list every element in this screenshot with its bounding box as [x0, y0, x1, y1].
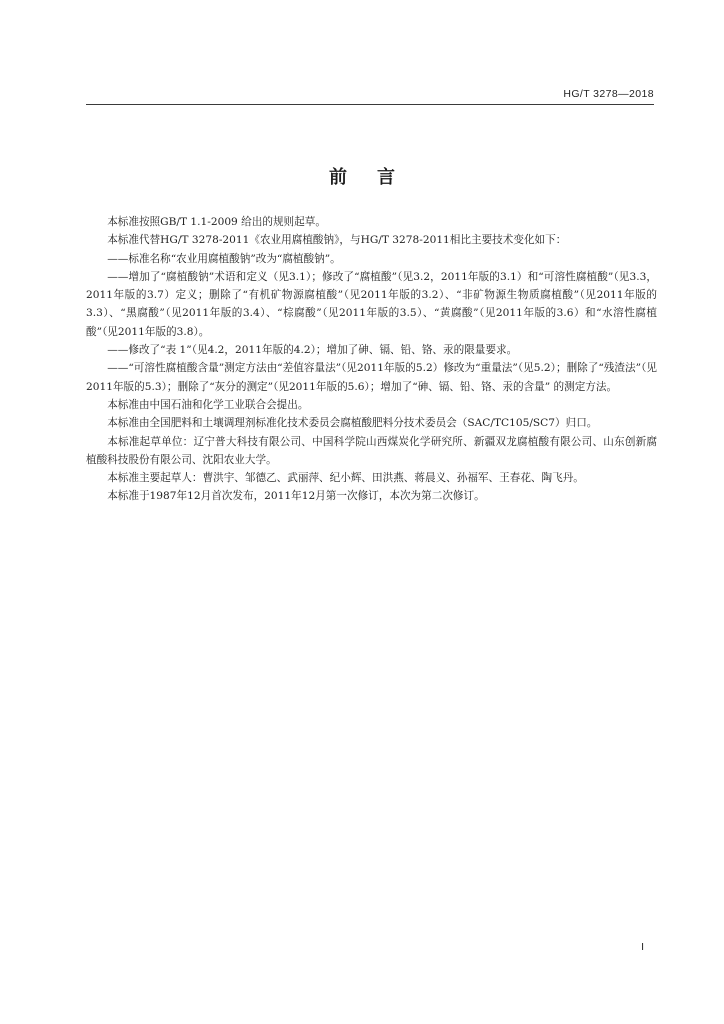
paragraph-drafting-units: 本标准起草单位：辽宁普大科技有限公司、中国科学院山西煤炭化学研究所、新疆双龙腐植酸有限公司、山东创新腐植酸科技股份有限公司、沈阳农业大学。 [86, 435, 657, 466]
paragraph-change-table: ——修改了“表 1”（见4.2，2011年版的4.2）；增加了砷、镉、铅、铬、汞的限量要求。 [107, 344, 518, 357]
paragraph-change-definitions: ——增加了“腐植酸钠”术语和定义（见3.1）；修改了“腐植酸”（见3.2，2011年版的3.1）和“可溶性腐植酸”（见3.3，2011年版的3.7）定义；删除了“有机矿物源腐植酸”（见2011年版的3.2）、“非矿物源生物质腐植酸”（见2011年版的3.3）、“黑腐酸”（见2011年版的3.4）、“棕腐酸”（见2011年版的3.5）、“黄腐酸”（见2011年版的3.6）和“水溶性腐植酸”（见2011年版的3.8）。 [86, 270, 657, 338]
foreword-body [86, 213, 657, 506]
page-number: I [641, 941, 644, 953]
standard-code: HG/T 3278—2018 [563, 88, 654, 100]
header-divider [86, 104, 654, 105]
paragraph-change-methods: ——“可溶性腐植酸含量”测定方法由“差值容量法”（见2011年版的5.2）修改为“重量法”（见5.2）；删除了“残渣法”（见2011年版的5.3）；删除了“灰分的测定”（见2011年版的5.6）；增加了“砷、镉、铅、铬、汞的含量” 的测定方法。 [86, 362, 657, 393]
paragraph-change-name: ——标准名称“农业用腐植酸钠”改为“腐植酸钠”。 [107, 252, 341, 265]
paragraph-drafting-rules: 本标准按照GB/T 1.1-2009 给出的规则起草。 [107, 216, 326, 228]
paragraph-replaces: 本标准代替HG/T 3278-2011《农业用腐植酸钠》，与HG/T 3278-2011相比主要技术变化如下： [107, 234, 567, 247]
page-title: 前言 [329, 167, 425, 188]
paragraph-proposed-by: 本标准由中国石油和化学工业联合会提出。 [107, 398, 309, 411]
paragraph-history: 本标准于1987年12月首次发布，2011年12月第一次修订，本次为第二次修订。 [107, 490, 485, 503]
paragraph-drafters: 本标准主要起草人：曹洪宇、邹德乙、武丽萍、纪小辉、田洪燕、蒋晨义、孙福军、王春花、陶飞丹。 [107, 472, 584, 485]
paragraph-centralized-by: 本标准由全国肥料和土壤调理剂标准化技术委员会腐植酸肥料分技术委员会（SAC/TC105/SC7）归口。 [107, 417, 598, 430]
